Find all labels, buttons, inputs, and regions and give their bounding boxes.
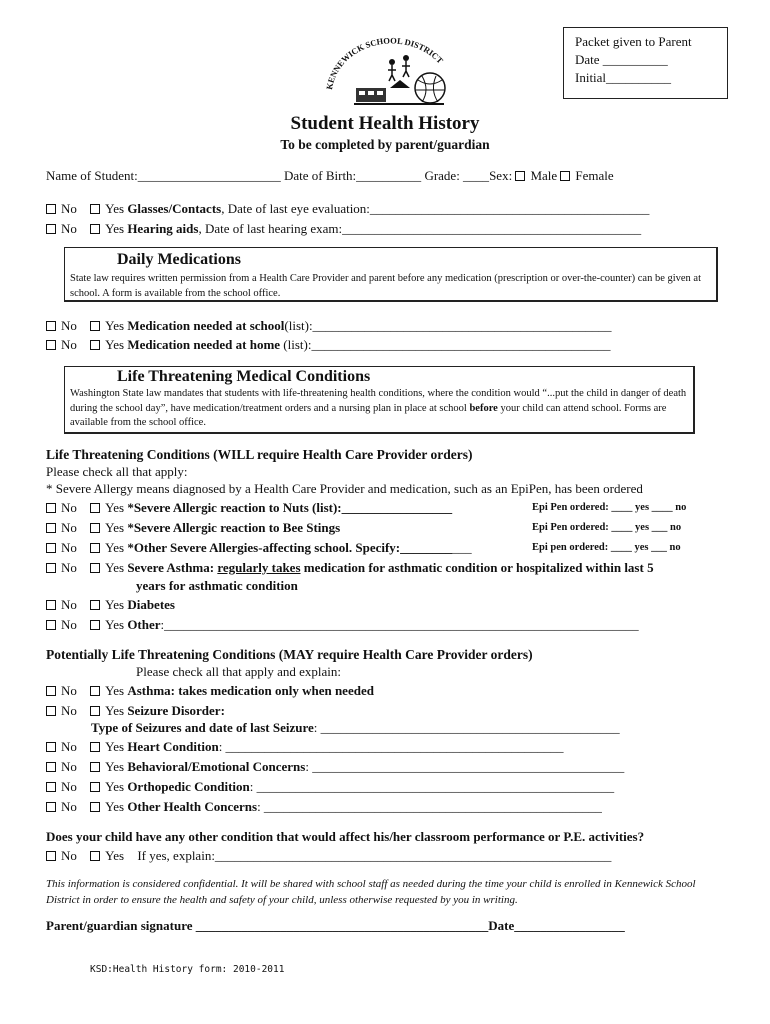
ltmc-note-bold: before [469, 402, 498, 414]
may-check-all: Please check all that apply and explain: [136, 664, 342, 679]
yes-label: Yes [105, 318, 125, 333]
other-field[interactable]: :_________________________________________________________________________ [160, 617, 639, 632]
will-check-all: Please check all that apply: [46, 464, 188, 479]
orthopedic-yes-checkbox[interactable] [90, 782, 100, 792]
hearing-yes-checkbox[interactable] [90, 224, 100, 234]
nuts-yes-checkbox[interactable] [90, 503, 100, 513]
hearing-exam-field[interactable]: , Date of last hearing exam:______________________________________________ [198, 221, 642, 236]
severe-asthma-row [46, 560, 654, 576]
packet-box [563, 27, 728, 99]
asthma-yes-checkbox[interactable] [90, 686, 100, 696]
no-label: No [61, 739, 77, 754]
no-label: No [61, 520, 77, 535]
daily-medications-note: State law requires written permission from a Health Care Provider and parent before any medication (prescription or over-the-counter) can be given at school. A form is available from the school office. [70, 273, 702, 299]
bee-no-checkbox[interactable] [46, 523, 56, 533]
other-row [46, 617, 639, 633]
yes-label: Yes [105, 337, 125, 352]
other-condition-yes-checkbox[interactable] [90, 851, 100, 861]
med-home-label: Medication needed at home [127, 337, 281, 352]
seizure-yes-checkbox[interactable] [90, 706, 100, 716]
other-allergy-label[interactable]: *Other Severe Allergies-affecting school. Specify:________ [127, 540, 453, 555]
glasses-no-checkbox[interactable] [46, 204, 56, 214]
no-label: No [61, 703, 77, 718]
yes-label: Yes [105, 799, 125, 814]
no-label: No [61, 500, 77, 515]
no-label: No [61, 318, 77, 333]
med-home-row [46, 337, 610, 353]
will-heading: Life Threatening Conditions (WILL require Health Care Provider orders) [46, 447, 473, 462]
yes-label: Yes [105, 221, 125, 236]
behavioral-label: Behavioral/Emotional Concerns [127, 759, 306, 774]
yes-label: Yes [105, 520, 125, 535]
other-label: Other [127, 617, 161, 632]
nuts-row [46, 500, 452, 516]
no-label: No [61, 597, 77, 612]
diabetes-yes-checkbox[interactable] [90, 600, 100, 610]
dob-field[interactable]: Date of Birth:__________ [283, 168, 422, 183]
female-label: Female [575, 168, 614, 183]
seizure-type-label: Type of Seizures and date of last Seizure [91, 720, 314, 735]
page-subtitle: To be completed by parent/guardian [280, 137, 490, 152]
med-school-label: Medication needed at school [127, 318, 285, 333]
form-footer: KSD:Health History form: 2010-2011 [90, 964, 285, 975]
med-home-yes-checkbox[interactable] [90, 340, 100, 350]
heart-label: Heart Condition [127, 739, 219, 754]
other-health-yes-checkbox[interactable] [90, 802, 100, 812]
behavioral-yes-checkbox[interactable] [90, 762, 100, 772]
seizure-row [46, 703, 225, 719]
other-allergy-no-checkbox[interactable] [46, 543, 56, 553]
yes-label: Yes [105, 500, 125, 515]
signature-date-field[interactable]: Date_________________ [488, 918, 625, 933]
logo-arc-text: KENNEWICK SCHOOL DISTRICT [324, 35, 446, 91]
bee-label: *Severe Allergic reaction to Bee Stings [127, 520, 341, 535]
ltmc-box [64, 366, 695, 434]
bee-row [46, 520, 340, 536]
yes-label: Yes [105, 560, 125, 575]
asthma-row [46, 683, 374, 699]
med-school-no-checkbox[interactable] [46, 321, 56, 331]
confidential-note: This information is considered confidential. It will be shared with school staff as needed during the time your child is enrolled in Kennewick School District in order to ensure the health and safety of your child, unless otherwise requested by you in writing. [46, 878, 696, 906]
yes-label: Yes [105, 779, 125, 794]
hearing-label: Hearing aids [127, 221, 199, 236]
ltmc-note-text: Washington State law mandates that students with life-threatening health conditions, where the condition would “...put the child in danger of death during the school day”, have medication/treatment orders and a nursing plan in place at school [70, 388, 687, 414]
med-home-field[interactable]: (list):______________________________________________ [280, 337, 611, 352]
nuts-epi-pen[interactable]: Epi Pen ordered: ____ yes ____ no [532, 502, 687, 513]
yes-label: Yes [105, 540, 125, 555]
other-condition-no-checkbox[interactable] [46, 851, 56, 861]
sex-label: Sex: [489, 168, 513, 183]
no-label: No [61, 540, 77, 555]
heart-yes-checkbox[interactable] [90, 742, 100, 752]
hearing-no-checkbox[interactable] [46, 224, 56, 234]
diabetes-row [46, 597, 175, 613]
bee-epi-pen[interactable]: Epi Pen ordered: ____ yes ___ no [532, 522, 682, 533]
nuts-no-checkbox[interactable] [46, 503, 56, 513]
ltmc-heading: Life Threatening Medical Conditions [117, 368, 371, 385]
no-label: No [61, 683, 77, 698]
no-label: No [61, 201, 77, 216]
no-label: No [61, 759, 77, 774]
seizure-no-checkbox[interactable] [46, 706, 56, 716]
severe-asthma-yes-checkbox[interactable] [90, 563, 100, 573]
no-label: No [61, 337, 77, 352]
severe-asthma-underlined: regularly takes [217, 560, 301, 575]
nuts-label[interactable]: *Severe Allergic reaction to Nuts (list):_________________ [127, 500, 453, 515]
heart-field[interactable]: : ____________________________________________________ [218, 739, 564, 754]
signature-row [46, 918, 625, 934]
yes-label: Yes [105, 703, 125, 718]
daily-medications-box [64, 247, 718, 302]
no-label: No [61, 221, 77, 236]
no-label: No [61, 779, 77, 794]
signature-label: Parent/guardian signature [46, 918, 193, 933]
behavioral-no-checkbox[interactable] [46, 762, 56, 772]
seizure-label: Seizure Disorder: [127, 703, 225, 718]
diabetes-label: Diabetes [127, 597, 175, 612]
male-label: Male [530, 168, 558, 183]
packet-date: Date __________ [575, 52, 668, 67]
other-allergy-epi-pen[interactable]: Epi pen ordered: ____ yes ___ no [532, 542, 681, 553]
student-name-field[interactable]: Name of Student:______________________ [46, 168, 281, 183]
severe-asthma-desc-2: years for asthmatic condition [136, 578, 298, 593]
ltmc-note [70, 387, 690, 431]
svg-text:KENNEWICK SCHOOL DISTRICT [324, 35, 446, 90]
med-school-field[interactable]: (list):______________________________________________ [284, 318, 612, 333]
diabetes-no-checkbox[interactable] [46, 600, 56, 610]
no-label: No [61, 799, 77, 814]
explain-field[interactable]: If yes, explain:_____________________________________________________________ [137, 848, 612, 863]
heart-no-checkbox[interactable] [46, 742, 56, 752]
grade-field[interactable]: Grade: ____ [424, 168, 490, 183]
glasses-row [46, 201, 649, 217]
other-health-no-checkbox[interactable] [46, 802, 56, 812]
med-school-row [46, 318, 612, 334]
glasses-label: Glasses/Contacts [127, 201, 222, 216]
severe-asthma-label: Severe Asthma: [127, 560, 218, 575]
ltmc-note-text: your child can attend school. Forms are available from the school office. [70, 402, 667, 428]
hearing-row [46, 221, 641, 237]
other-allergy-field[interactable]: ___ [452, 540, 472, 555]
packet-line-1: Packet given to Parent [575, 34, 692, 49]
seizure-type-field[interactable]: : ______________________________________________ [313, 720, 620, 735]
heart-row [46, 739, 564, 755]
orthopedic-label: Orthopedic Condition [127, 779, 250, 794]
med-home-no-checkbox[interactable] [46, 340, 56, 350]
orthopedic-field[interactable]: : _______________________________________________________ [249, 779, 615, 794]
severe-asthma-no-checkbox[interactable] [46, 563, 56, 573]
other-health-field[interactable]: : ____________________________________________________ [257, 799, 602, 814]
behavioral-row [46, 759, 624, 775]
bee-yes-checkbox[interactable] [90, 523, 100, 533]
orthopedic-row [46, 779, 614, 795]
yes-label: Yes [105, 848, 125, 863]
yes-label: Yes [105, 683, 125, 698]
female-checkbox[interactable] [560, 171, 570, 181]
page-title: Student Health History [290, 113, 480, 134]
behavioral-field[interactable]: : ________________________________________________ [305, 759, 625, 774]
no-label: No [61, 848, 77, 863]
may-heading: Potentially Life Threatening Conditions (MAY require Health Care Provider orders) [46, 647, 533, 662]
yes-label: Yes [105, 201, 125, 216]
severe-allergy-note: * Severe Allergy means diagnosed by a Health Care Provider and medication, such as an EpiPen, has been ordered [46, 481, 643, 496]
other-yes-checkbox[interactable] [90, 620, 100, 630]
yes-label: Yes [105, 759, 125, 774]
severe-asthma-desc: medication for asthmatic condition or hospitalized within last 5 [300, 560, 654, 575]
eye-eval-field[interactable]: , Date of last eye evaluation:___________________________________________ [221, 201, 650, 216]
seizure-type-row [91, 720, 620, 736]
student-info-line [46, 168, 614, 184]
glasses-yes-checkbox[interactable] [90, 204, 100, 214]
other-health-label: Other Health Concerns [127, 799, 258, 814]
other-allergy-row [46, 540, 472, 556]
yes-label: Yes [105, 617, 125, 632]
other-allergy-yes-checkbox[interactable] [90, 543, 100, 553]
signature-field[interactable]: _____________________________________________ [192, 918, 489, 933]
no-label: No [61, 617, 77, 632]
packet-initial: Initial__________ [575, 70, 672, 85]
no-label: No [61, 560, 77, 575]
male-checkbox[interactable] [515, 171, 525, 181]
orthopedic-no-checkbox[interactable] [46, 782, 56, 792]
yes-label: Yes [105, 739, 125, 754]
yes-label: Yes [105, 597, 125, 612]
other-health-row [46, 799, 602, 815]
daily-medications-heading: Daily Medications [117, 251, 241, 268]
other-no-checkbox[interactable] [46, 620, 56, 630]
other-condition-question: Does your child have any other condition that would affect his/her classroom performance or P.E. activities? [46, 829, 645, 844]
med-school-yes-checkbox[interactable] [90, 321, 100, 331]
district-logo [318, 18, 458, 113]
asthma-label: Asthma: takes medication only when needed [127, 683, 374, 698]
explain-row [46, 848, 611, 864]
asthma-no-checkbox[interactable] [46, 686, 56, 696]
